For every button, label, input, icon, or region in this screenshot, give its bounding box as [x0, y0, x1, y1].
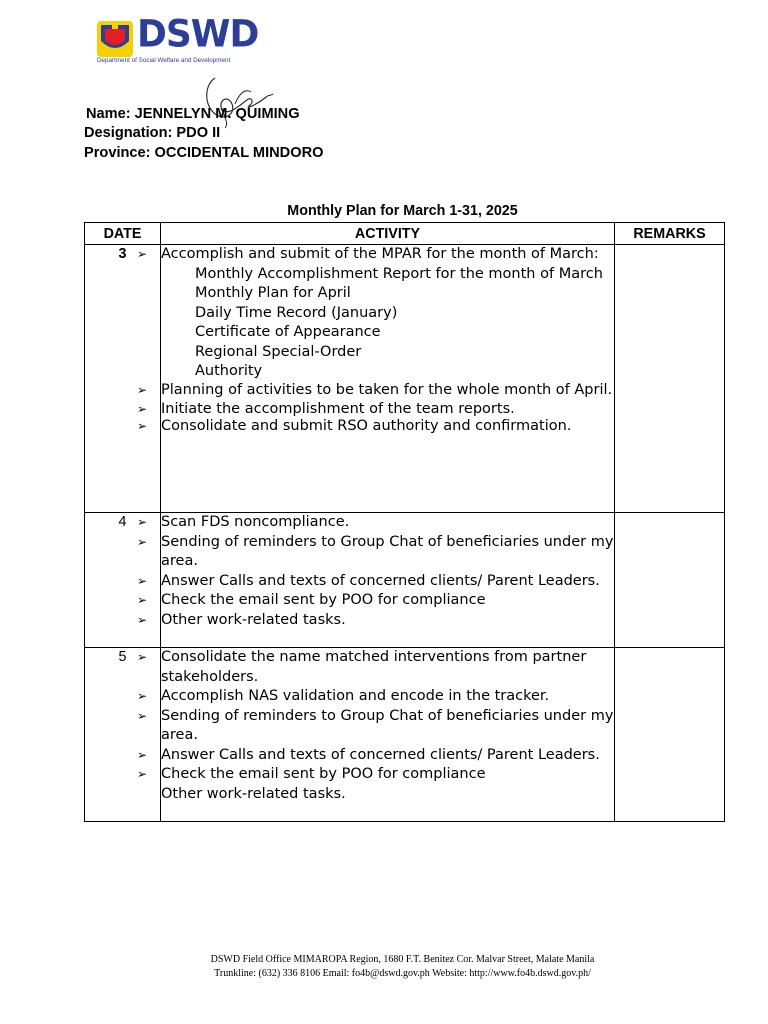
footer-contact: Trunkline: (632) 336 8106 Email: fo4b@dswd.gov.ph Website: http://www.fo4b.dswd.gov.ph/ — [214, 968, 591, 979]
arrow-bullet-icon: ➢ — [137, 747, 148, 762]
date-cell: 4 — [85, 513, 161, 648]
activity-text: Sending of reminders to Group Chat of beneficiaries under my area. — [161, 707, 614, 743]
arrow-bullet-icon: ➢ — [137, 573, 148, 588]
list-item — [161, 265, 614, 285]
arrow-bullet-icon: ➢ — [137, 534, 148, 549]
arrow-bullet-icon: ➢ — [137, 382, 148, 397]
arrow-bullet-icon: ➢ — [137, 593, 148, 607]
list-item — [137, 746, 614, 766]
activity-text: Monthly Plan for April — [195, 285, 351, 301]
remarks-cell — [615, 245, 725, 513]
activity-text: Accomplish and submit of the MPAR for the month of March: — [161, 246, 599, 262]
monthly-plan-table — [84, 222, 725, 822]
date-cell: 3 — [85, 245, 161, 513]
list-item — [161, 304, 614, 324]
activity-text: Sending of reminders to Group Chat of beneficiaries under my area. — [161, 533, 614, 569]
list-item — [137, 513, 614, 533]
logo-subtitle: Department of Social Welfare and Development — [97, 57, 231, 64]
remarks-cell — [615, 648, 725, 822]
list-item — [161, 785, 614, 805]
activity-text: Answer Calls and texts of concerned clients/ Parent Leaders. — [161, 572, 600, 589]
activity-cell — [137, 513, 615, 648]
column-header-remarks: REMARKS — [615, 223, 725, 245]
activity-text: Accomplish NAS validation and encode in the tracker. — [161, 688, 550, 704]
activity-text: Check the email sent by POO for compliance — [161, 766, 486, 782]
column-header-activity: ACTIVITY — [161, 223, 615, 245]
date-cell: 5 — [85, 648, 161, 822]
list-item — [137, 648, 614, 687]
list-item — [137, 707, 614, 746]
arrow-bullet-icon: ➢ — [137, 650, 148, 664]
activity-text: Planning of activities to be taken for the whole month of April. — [161, 381, 613, 398]
dswd-logo — [97, 12, 259, 69]
arrow-bullet-icon: ➢ — [137, 767, 148, 781]
arrow-bullet-icon: ➢ — [137, 689, 148, 703]
list-item — [137, 418, 614, 434]
table-header-row — [85, 223, 725, 245]
arrow-bullet-icon: ➢ — [137, 612, 148, 627]
activity-cell — [137, 245, 615, 513]
arrow-bullet-icon: ➢ — [137, 419, 148, 433]
list-item — [137, 400, 614, 420]
activity-text: Monthly Accomplishment Report for the month of March — [195, 265, 603, 282]
list-item — [137, 591, 614, 611]
remarks-cell — [615, 513, 725, 648]
list-item — [137, 533, 614, 572]
arrow-bullet-icon: ➢ — [137, 247, 148, 261]
logo-wordmark: DSWD — [137, 12, 259, 57]
activity-text: Consolidate the name matched interventions from partner stakeholders. — [161, 649, 587, 685]
activity-text: Daily Time Record (January) — [195, 304, 398, 321]
table-row — [85, 648, 725, 822]
employee-name: Name: JENNELYN M. QUIMING — [86, 106, 300, 122]
activity-text: Check the email sent by POO for compliance — [161, 592, 486, 608]
activity-text: Consolidate and submit RSO authority and confirmation. — [161, 418, 572, 434]
table-row — [85, 513, 725, 648]
arrow-bullet-icon: ➢ — [137, 515, 148, 529]
plan-title: Monthly Plan for March 1-31, 2025 — [287, 203, 518, 219]
column-header-date: DATE — [85, 223, 161, 245]
employee-province: Province: OCCIDENTAL MINDORO — [84, 145, 324, 161]
arrow-bullet-icon: ➢ — [137, 708, 148, 723]
activity-text: Certificate of Appearance — [195, 324, 381, 340]
dswd-emblem-icon — [97, 19, 133, 59]
activity-text: Scan FDS noncompliance. — [161, 514, 350, 530]
table-row — [85, 245, 725, 513]
list-item — [137, 687, 614, 707]
activity-cell — [137, 648, 615, 822]
activity-text: Other work-related tasks. — [161, 785, 346, 802]
list-item — [137, 765, 614, 785]
list-item — [161, 323, 614, 343]
activity-text: Initiate the accomplishment of the team reports. — [161, 400, 515, 417]
list-item — [137, 245, 614, 265]
list-item — [161, 284, 614, 304]
list-item — [137, 572, 614, 592]
footer-address: DSWD Field Office MIMAROPA Region, 1680 F.T. Benitez Cor. Malvar Street, Malate Manila — [210, 954, 595, 965]
activity-text: Other work-related tasks. — [161, 611, 346, 628]
list-item — [161, 362, 614, 382]
activity-text: Authority — [195, 363, 263, 379]
list-item — [137, 381, 614, 398]
employee-designation: Designation: PDO II — [84, 125, 221, 141]
activity-text: Regional Special-Order — [195, 343, 362, 360]
list-item — [161, 343, 614, 363]
arrow-bullet-icon: ➢ — [137, 401, 148, 416]
list-item — [137, 611, 614, 631]
activity-text: Answer Calls and texts of concerned clients/ Parent Leaders. — [161, 746, 600, 763]
